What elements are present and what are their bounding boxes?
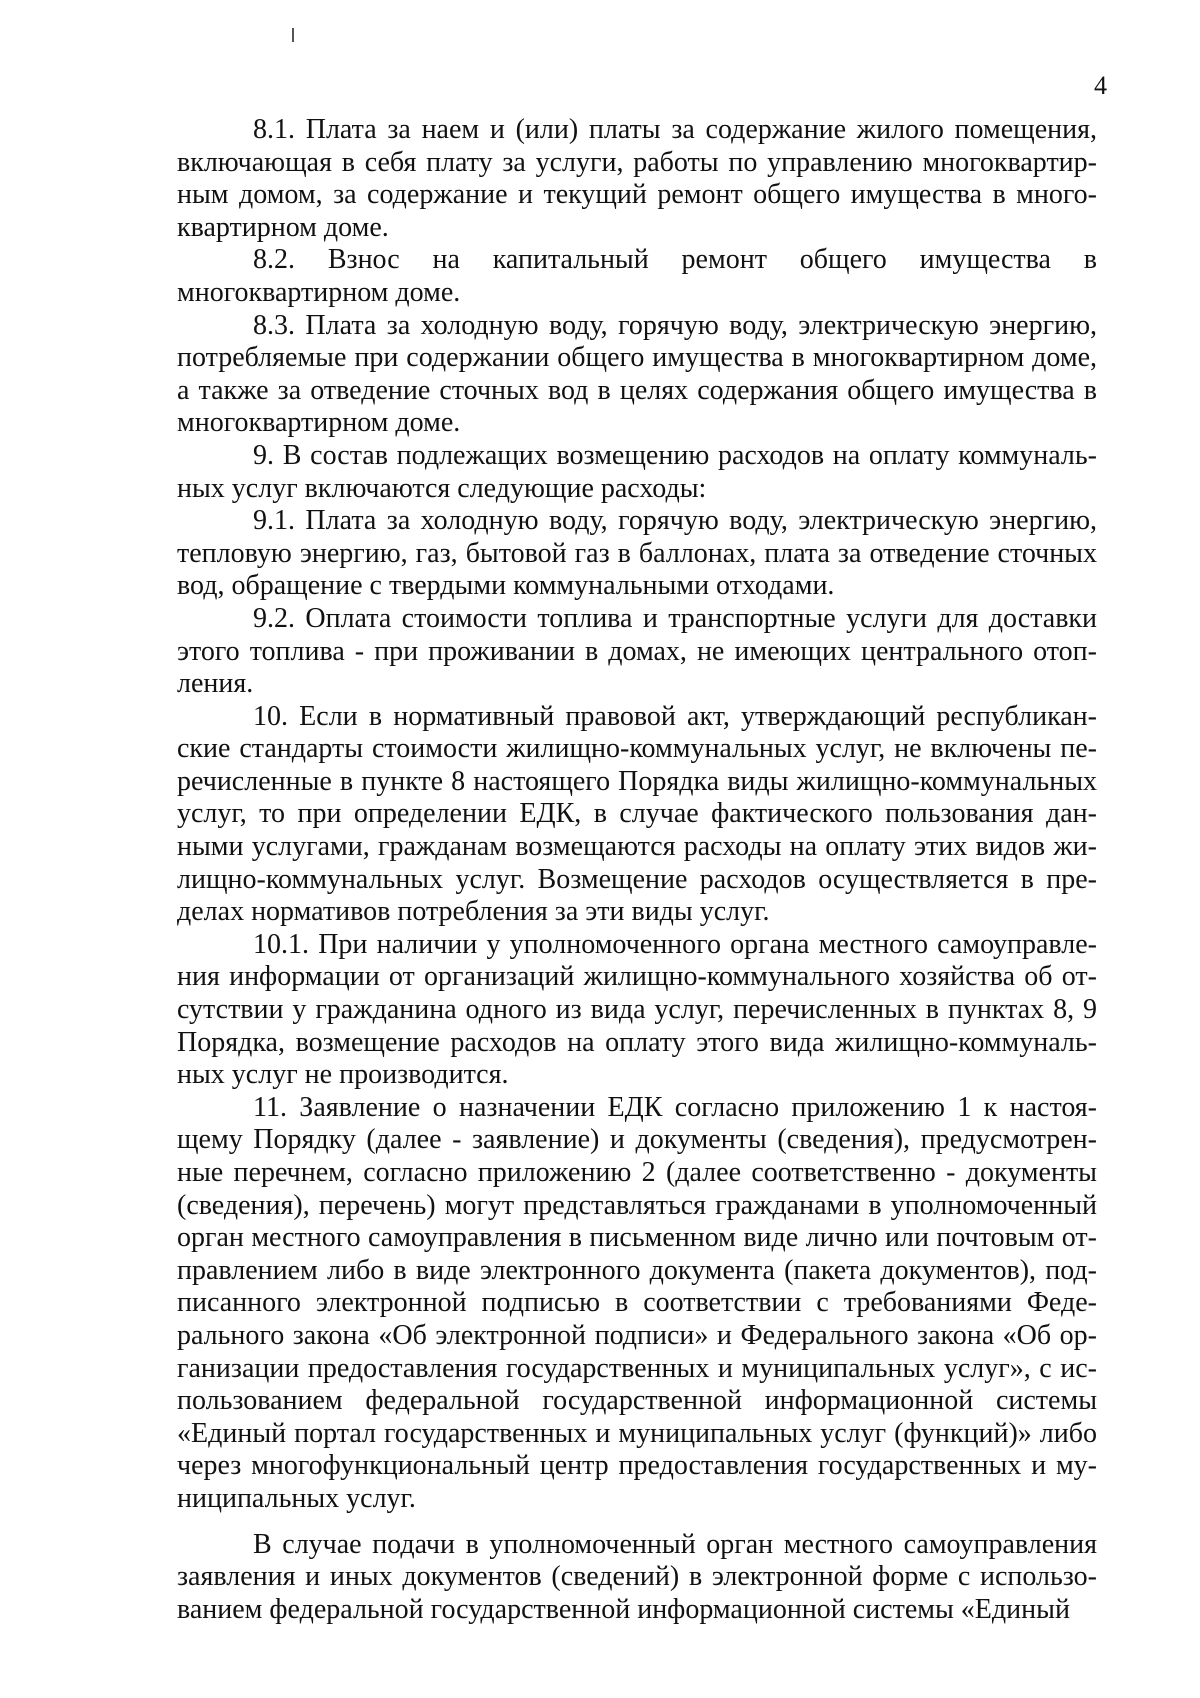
- paragraph-9-2: 9.2. Оплата стоимости топлива и транспортные услуги для доставки этого топлива - при проживании в домах, не имеющих центрального отопления.: [177, 602, 1097, 700]
- paragraph-10: 10. Если в нормативный правовой акт, утверждающий республиканские стандарты стоимости жилищно-коммунальных услуг, не включены перечисленные в пункте 8 настоящего Порядка виды жилищно-коммунальных услуг, то при определении ЕДК, в случае фактического пользования данными услугами, гражданам возмещаются расходы на оплату этих видов жилищно-коммунальных услуг. Возмещение расходов осуществляется в пределах нормативов потребления за эти виды услуг.: [177, 700, 1097, 928]
- paragraph-8-2: 8.2. Взнос на капитальный ремонт общего имущества в многоквартирном доме.: [177, 244, 1097, 308]
- paragraph-8-3: 8.3. Плата за холодную воду, горячую воду, электрическую энергию, потребляемые при содержании общего имущества в многоквартирном доме, а также за отведение сточных вод в целях содержания общего имущества в многоквартирном доме.: [177, 309, 1097, 439]
- paragraph-9: 9. В состав подлежащих возмещению расходов на оплату коммунальных услуг включаются следующие расходы:: [177, 439, 1097, 504]
- paragraph-10-1: 10.1. При наличии у уполномоченного органа местного самоуправления информации от организаций жилищно-коммунального хозяйства об отсутствии у гражданина одного из вида услуг, перечисленных в пунктах 8, 9 Порядка, возмещение расходов на оплату этого вида жилищно-коммунальных услуг не производится.: [177, 928, 1097, 1091]
- paragraph-9-1: 9.1. Плата за холодную воду, горячую воду, электрическую энергию, тепловую энергию, газ, бытовой газ в баллонах, плата за отведение сточных вод, обращение с твердыми коммунальными отходами.: [177, 505, 1097, 602]
- scan-artifact-mark: [292, 28, 294, 42]
- page-number: 4: [1094, 71, 1107, 100]
- document-body: [177, 114, 1097, 1626]
- paragraph-electronic-submission: В случае подачи в уполномоченный орган местного самоуправления заявления и иных документов (сведений) в электронной форме с использованием федеральной государственной информационной системы «Единый: [177, 1528, 1097, 1625]
- paragraph-8-1: 8.1. Плата за наем и (или) платы за содержание жилого помещения, включающая в себя плату за услуги, работы по управлению многоквартирным домом, за содержание и текущий ремонт общего имущества в многоквартирном доме.: [177, 114, 1097, 243]
- paragraph-11: 11. Заявление о назначении ЕДК согласно приложению 1 к настоящему Порядку (далее - заявление) и документы (сведения), предусмотренные перечнем, согласно приложению 2 (далее соответственно - документы (сведения), перечень) могут представляться гражданами в уполномоченный орган местного самоуправления в письменном виде лично или почтовым отправлением либо в виде электронного документа (пакета документов), подписанного электронной подписью в соответствии с требованиями Федерального закона «Об электронной подписи» и Федерального закона «Об организации предоставления государственных и муниципальных услуг», с использованием федеральной государственной информационной системы «Единый портал государственных и муниципальных услуг (функций)» либо через многофункциональный центр предоставления государственных и муниципальных услуг.: [177, 1091, 1097, 1514]
